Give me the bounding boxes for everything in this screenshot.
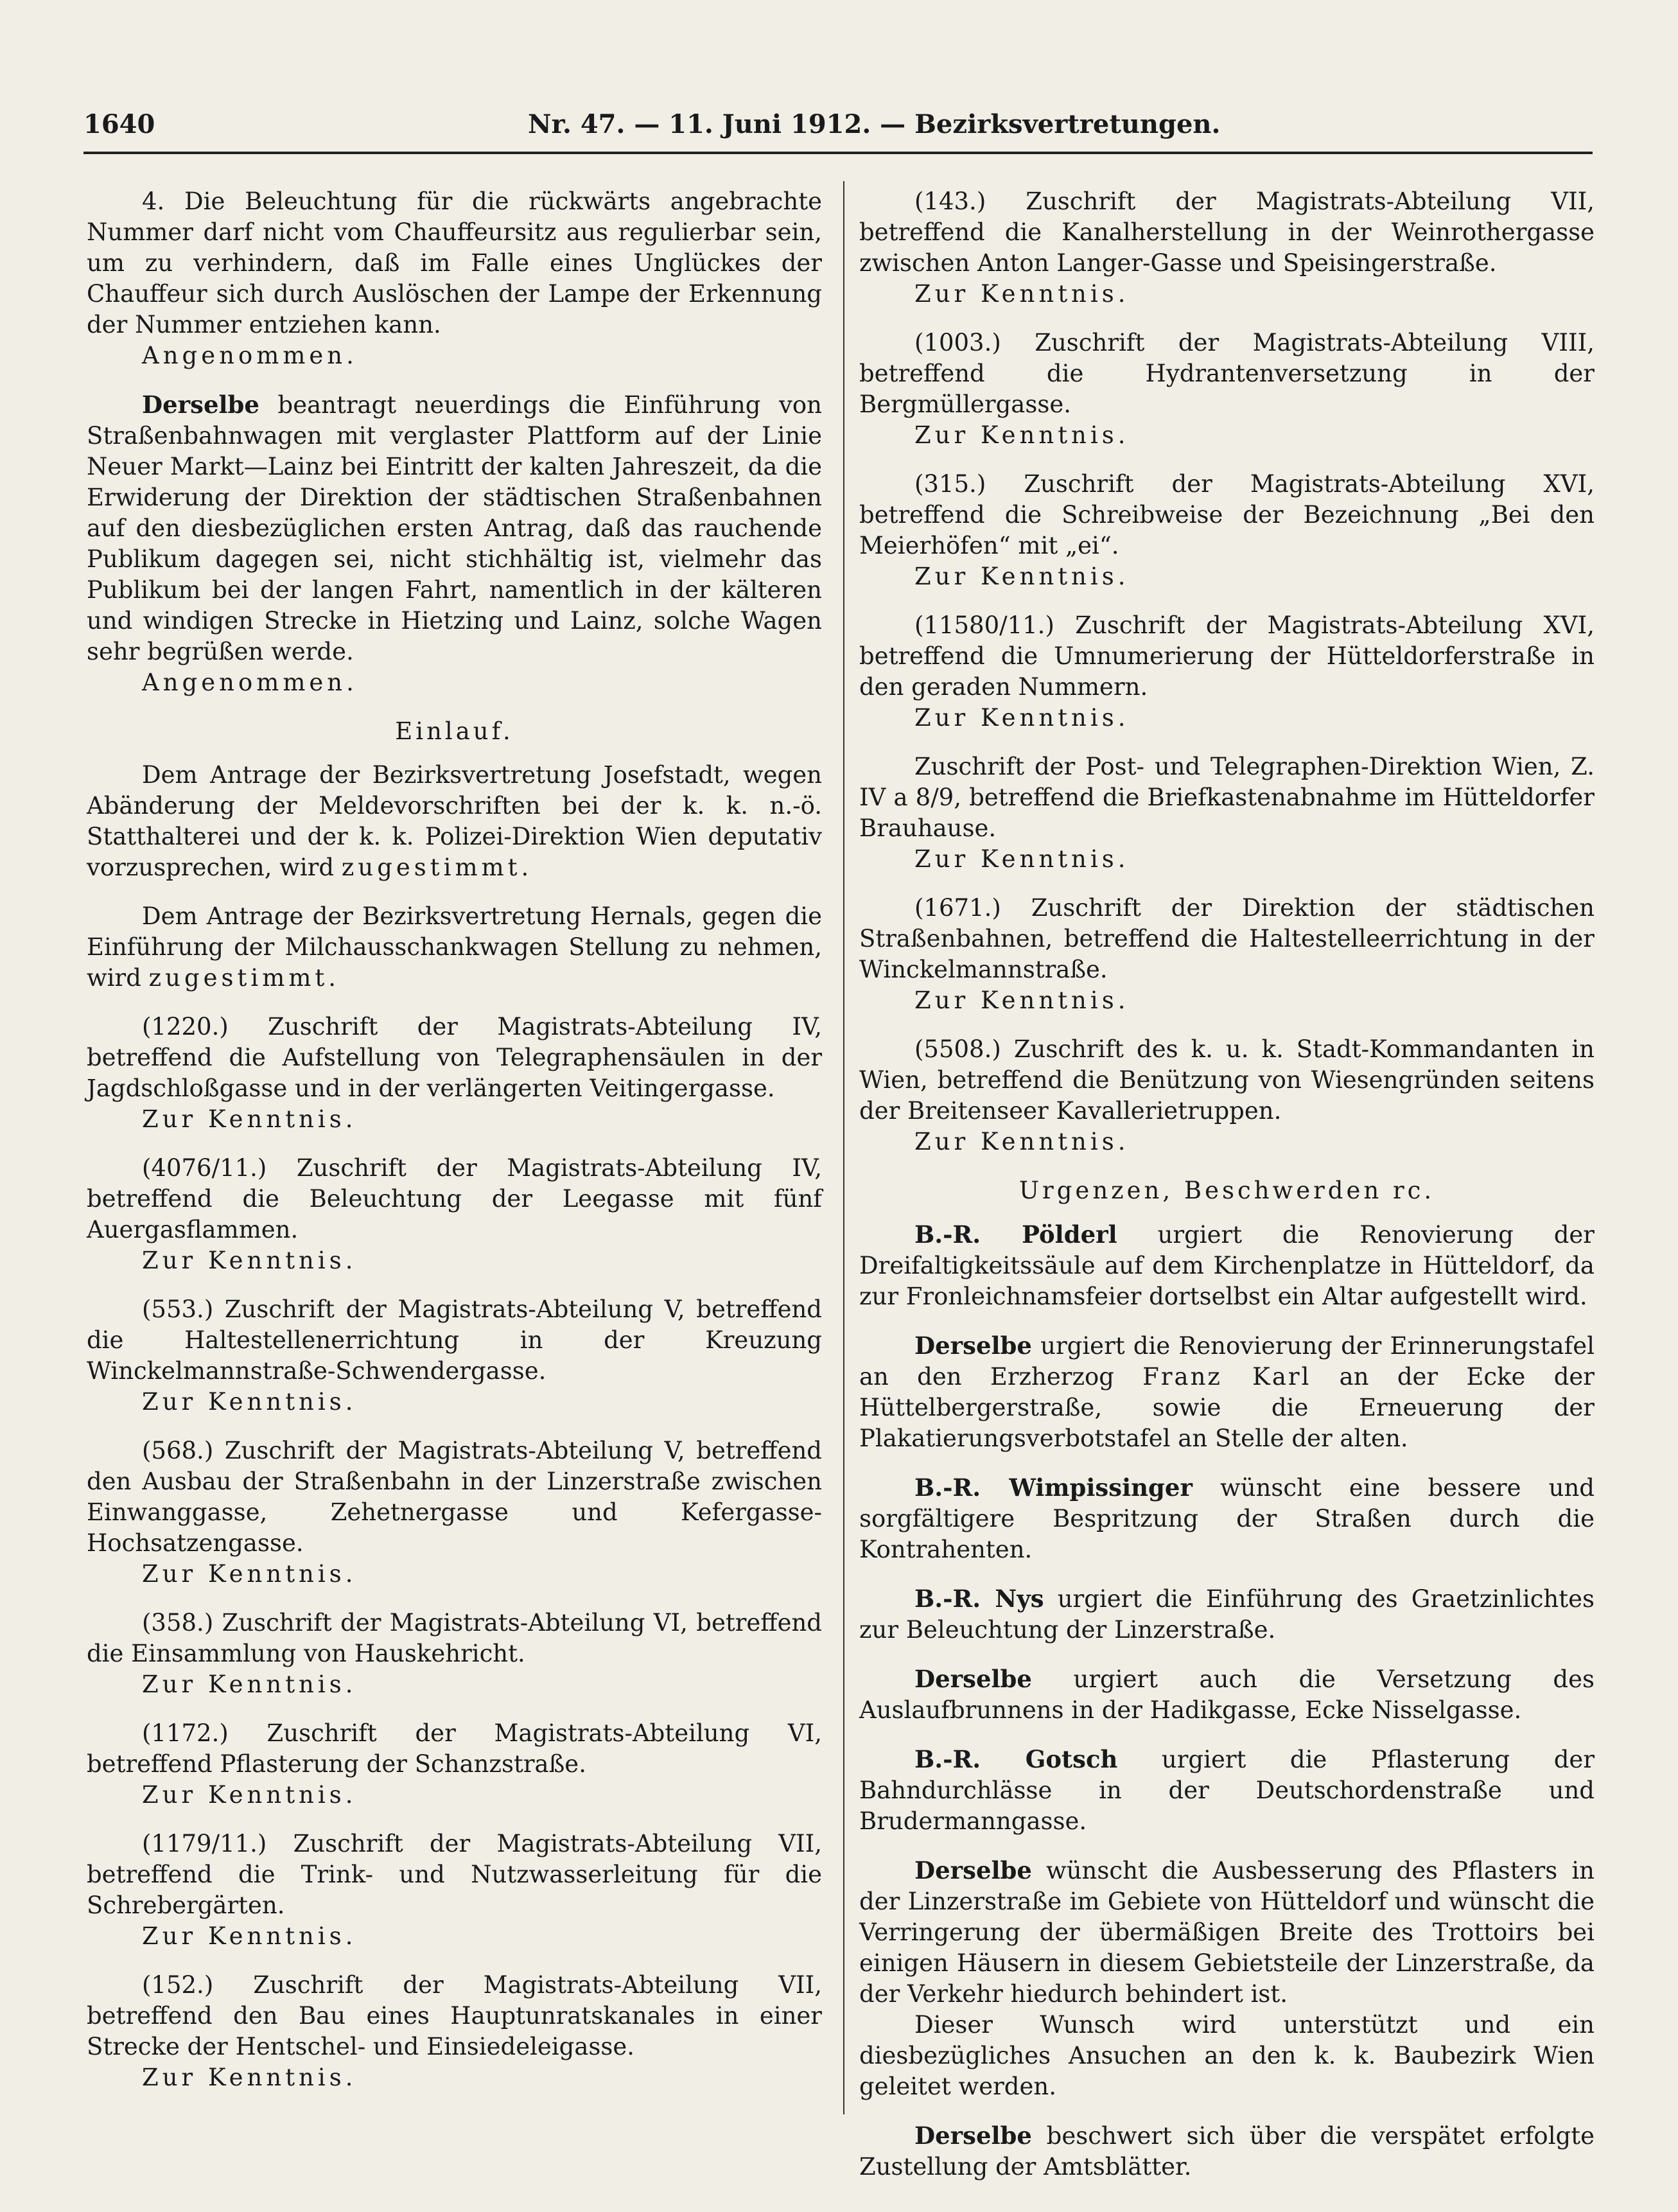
page-header [83,109,1586,154]
paragraph [859,1330,1595,1454]
paragraph: (1671.) Zuschrift der Direktion der städtischen Straßenbahnen, betreffend die Haltestelleerrichtung in der Winckelmannstraße. [859,894,1595,983]
resolution-note: Zur Kenntnis. [914,704,1130,732]
resolution-note: Zur Kenntnis. [142,1781,357,1809]
resolution-note: Zur Kenntnis. [142,1671,357,1698]
section-heading: Einlauf. [395,717,514,745]
paragraph-text: urgiert die Pflasterung der Bahndurchlässe in der Deutschordenstraße und Brudermanngasse. [859,1746,1595,1835]
speaker-name: B.-R. Gotsch [914,1745,1118,1773]
paragraph: (568.) Zuschrift der Magistrats-Abteilung V, betreffend den Ausbau der Straßenbahn in der Linzerstraße zwischen Einwanggasse, Zehetnergasse und Kefergasse-Hochsatzengasse. [87,1437,822,1557]
paragraph: (143.) Zuschrift der Magistrats-Abteilung VII, betreffend die Kanalherstellung in der Weinrothergasse zwischen Anton Langer-Gasse und Speisingerstraße. [859,188,1595,277]
section-heading: Urgenzen, Beschwerden rc. [1018,1177,1435,1204]
resolution-note: Zur Kenntnis. [914,845,1130,873]
paragraph-text: wünscht die Ausbesserung des Pflasters in der Linzerstraße im Gebiete von Hütteldorf und wünscht die Verringerung der übermäßigen Breite des Trottoirs bei einigen Häusern in diesem Gebietsteile der Linzerstraße, da der Verkehr hiedurch behindert ist. [859,1857,1595,2008]
paragraph-text: Dem Antrage der Bezirksvertretung Josefstadt, wegen Abänderung der Meldevorschriften bei der k. k. n.-ö. Statthalterei und der k. k. Polizei-Direktion Wien deputativ vorzusprechen, wird [87,761,822,881]
speaker-name: Derselbe [914,1331,1032,1360]
resolution-inline: zugestimmt. [148,964,340,992]
paragraph [859,2120,1595,2182]
page-number: 1640 [83,109,155,139]
paragraph-text: urgiert die Renovierung der Erinnerungstafel an den Erzherzog [859,1332,1595,1391]
resolution-note: Zur Kenntnis. [142,1922,357,1950]
resolution-note: Angenommen. [142,669,358,696]
paragraph [87,389,822,667]
paragraph: (4076/11.) Zuschrift der Magistrats-Abteilung IV, betreffend die Beleuchtung der Leegasse mit fünf Auergasflammen. [87,1154,822,1243]
paragraph [87,760,822,883]
resolution-note: Zur Kenntnis. [914,280,1130,308]
paragraph-text: wünscht eine bessere und sorgfältigere Bespritzung der Straßen durch die Kontrahenten. [859,1474,1595,1563]
running-title: Nr. 47. — 11. Juni 1912. — Bezirksvertretungen. [528,109,1221,139]
resolution-note: Zur Kenntnis. [142,2064,357,2091]
resolution-note: Zur Kenntnis. [914,563,1130,590]
resolution-note: Zur Kenntnis. [142,1105,357,1133]
resolution-note: Zur Kenntnis. [914,987,1130,1014]
paragraph: (152.) Zuschrift der Magistrats-Abteilung VII, betreffend den Bau eines Hauptunratskanales in einer Strecke der Hentschel- und Einsiedeleigasse. [87,1971,822,2060]
paragraph [859,1583,1595,1646]
paragraph [859,1663,1595,1726]
paragraph-text: beschwert sich über die verspätet erfolgte Zustellung der Amtsblätter. [859,2122,1595,2181]
paragraph: (1172.) Zuschrift der Magistrats-Abteilung VI, betreffend Pflasterung der Schanzstraße. [87,1719,822,1778]
paragraph: (1003.) Zuschrift der Magistrats-Abteilung VIII, betreffend die Hydrantenversetzung in der Bergmüllergasse. [859,329,1595,418]
speaker-name: B.-R. Pölderl [914,1220,1117,1249]
paragraph [859,1472,1595,1565]
paragraph-text: urgiert die Renovierung der Dreifaltigkeitssäule auf dem Kirchenplatze in Hütteldorf, da zur Fronleichnamsfeier dortselbst ein Altar aufgestellt wird. [859,1221,1595,1310]
paragraph: (553.) Zuschrift der Magistrats-Abteilung V, betreffend die Haltestellenerrichtung in der Kreuzung Winckelmannstraße-Schwendergasse. [87,1295,822,1385]
paragraph: Dieser Wunsch wird unterstützt und ein diesbezügliches Ansuchen an den k. k. Baubezirk Wien geleitet werden. [859,2011,1595,2100]
paragraph-text: urgiert auch die Versetzung des Auslaufbrunnens in der Hadikgasse, Ecke Nisselgasse. [859,1665,1595,1724]
paragraph: 4. Die Beleuchtung für die rückwärts angebrachte Nummer darf nicht vom Chauffeursitz aus regulierbar sein, um zu verhindern, daß im Falle eines Unglückes der Chauffeur sich durch Auslöschen der Lampe der Erkennung der Nummer entziehen kann. [87,188,822,338]
paragraph: (11580/11.) Zuschrift der Magistrats-Abteilung XVI, betreffend die Umnumerierung der Hütteldorferstraße in den geraden Nummern. [859,611,1595,701]
paragraph-text: an der Ecke der Hüttelbergerstraße, sowie die Erneuerung der Plakatierungsverbotstafel an Stelle der alten. [859,1363,1595,1452]
paragraph [87,901,822,994]
paragraph: Zuschrift der Post- und Telegraphen-Direktion Wien, Z. IV a 8/9, betreffend die Briefkastenabnahme im Hütteldorfer Brauhause. [859,753,1595,842]
speaker-name: Derselbe [142,391,259,419]
resolution-note: Angenommen. [142,342,358,369]
resolution-inline: zugestimmt. [341,854,533,881]
paragraph: (358.) Zuschrift der Magistrats-Abteilung VI, betreffend die Einsammlung von Hauskehricht. [87,1609,822,1667]
resolution-note: Zur Kenntnis. [142,1247,357,1274]
person-name: Franz Karl [1142,1363,1311,1391]
paragraph [859,1744,1595,1837]
speaker-name: Derselbe [914,2121,1032,2150]
paragraph [859,1219,1595,1312]
paragraph: (315.) Zuschrift der Magistrats-Abteilung XVI, betreffend die Schreibweise der Bezeichnung „Bei den Meierhöfen“ mit „ei“. [859,470,1595,559]
speaker-name: B.-R. Wimpissinger [914,1473,1193,1502]
resolution-note: Zur Kenntnis. [914,1128,1130,1155]
column-divider [843,181,844,2114]
speaker-name: B.-R. Nys [914,1584,1044,1613]
speaker-name: Derselbe [914,1856,1032,1884]
resolution-note: Zur Kenntnis. [142,1388,357,1416]
resolution-note: Zur Kenntnis. [142,1560,357,1588]
paragraph-text: urgiert die Einführung des Graetzinlichtes zur Beleuchtung der Linzerstraße. [859,1585,1595,1644]
speaker-name: Derselbe [914,1665,1032,1693]
paragraph: (5508.) Zuschrift des k. u. k. Stadt-Kommandanten in Wien, betreffend die Benützung von Wiesengründen seitens der Breitenseer Kavallerietruppen. [859,1035,1595,1125]
left-column [87,186,822,2093]
paragraph: (1179/11.) Zuschrift der Magistrats-Abteilung VII, betreffend die Trink- und Nutzwasserleitung für die Schrebergärten. [87,1830,822,1919]
right-column [859,186,1595,2182]
paragraph-text: beantragt neuerdings die Einführung von Straßenbahnwagen mit verglaster Plattform auf der Linie Neuer Markt—Lainz bei Eintritt der kalten Jahreszeit, da die Erwiderung der Direktion der städtischen Straßenbahnen auf den diesbezüglichen ersten Antrag, daß das rauchende Publikum dagegen sei, nicht stichhältig ist, vielmehr das Publikum bei der langen Fahrt, namentlich in der kälteren und windigen Strecke in Hietzing und Lainz, solche Wagen sehr begrüßen werde. [87,391,822,665]
paragraph-text: Dem Antrage der Bezirksvertretung Hernals, gegen die Einführung der Milchausschankwagen Stellung zu nehmen, wird [87,902,822,992]
paragraph [859,1855,1595,2010]
paragraph: (1220.) Zuschrift der Magistrats-Abteilung IV, betreffend die Aufstellung von Telegraphensäulen in der Jagdschloßgasse und in der verlängerten Veitingergasse. [87,1013,822,1102]
header-rule [83,152,1593,154]
resolution-note: Zur Kenntnis. [914,421,1130,449]
